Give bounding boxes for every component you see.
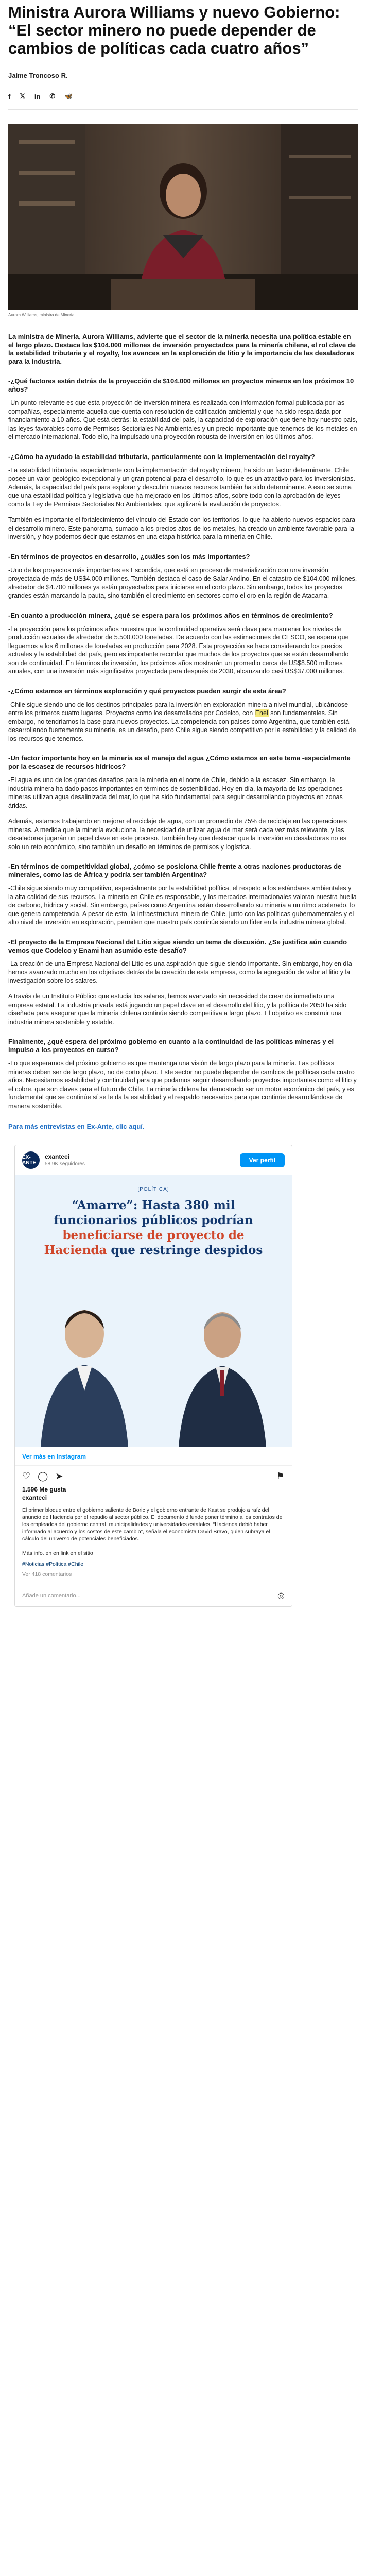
share-bar: [8, 92, 358, 101]
view-comments-link[interactable]: Ver 418 comentarios: [22, 1571, 72, 1578]
article-author[interactable]: Jaime Troncoso R.: [8, 72, 68, 79]
divider: [8, 109, 358, 110]
question: -¿Cómo estamos en términos exploración y qué proyectos pueden surgir de esta área?: [8, 687, 286, 695]
highlighted-term: Enel: [255, 709, 268, 717]
answer-paragraph: -La estabilidad tributaria, especialmente con la implementación del royalty minero, ha sido un factor determinante. Chile posee un valor geológico excepcional y un gran potencial para el desarrollo, lo que es un atractivo para los inversionistas. Además, la capacidad del país para explorar y descubrir nuevos recursos también ha sido determinante. A esto se suma que una estabilidad política y legislativa que ha mejorado en los últimos años, sobre todo con la aprobación de leyes como la Ley de Permisos Sectoriales No Ambientales, que agilizará la evaluación de proyectos.: [8, 466, 356, 508]
person-right-illustration: [173, 1287, 271, 1447]
caption-username[interactable]: exanteci: [22, 1494, 47, 1501]
post-hashtags[interactable]: #Noticias #Política #Chile: [22, 1561, 84, 1567]
answer-text: son fundamentales. Sin embargo, no tendríamos la base para nuevos proyectos. La competencia con países como Argentina, que también está desarrollando fuertemente su minería, es un desafío, pero Chile sigue siendo competitivo por la estabilidad y la calidad de los recursos que tenemos.: [8, 709, 356, 742]
answer-paragraph: -La proyección para los próximos años muestra que la continuidad operativa será clave para mantener los niveles de producción actuales de alrededor de 5.500.000 toneladas. De acuerdo con las estimaciones de CESCO, se espera que lleguemos a los 6 millones de toneladas en producción para 2028. Esta proyección se hace considerando los precios actuales y la estabilidad del país, pero es importante recordar que muchos de los proyectos que se están desarrollando son de continuidad. En términos de inversión, los próximos años mostrarán un promedio cerca de US$8.500 millones anuales, con una inversión más significativa proyectada para después de 2030, alcanzando casi US$37.000 millones.: [8, 625, 349, 675]
instagram-followers: 58,9K seguidores: [45, 1161, 85, 1167]
question: -En cuanto a producción minera, ¿qué se espera para los próximos años en términos de crecimiento?: [8, 611, 333, 619]
post-headline: [36, 1198, 271, 1258]
comment-box: [15, 1584, 292, 1606]
question: -Un factor importante hoy en la minería es el manejo del agua ¿Cómo estamos en este tema -especialmente por la escasez de recursos hídricos?: [8, 754, 351, 770]
instagram-logo-icon[interactable]: ◎: [277, 1591, 285, 1600]
question: -El proyecto de la Empresa Nacional del Litio sigue siendo un tema de discusión. ¿Se justifica aún cuando vemos que Codelco y Enami han asumido este desafío?: [8, 938, 347, 954]
answer-paragraph: -La creación de una Empresa Nacional del Litio es una aspiración que sigue siendo importante. Sin embargo, hoy en día hemos avanzado mucho en los objetivos detrás de la creación de esta empresa, como la agregación de valor al litio y la investigación sobre los salares.: [8, 960, 352, 985]
bluesky-icon[interactable]: 🦋: [64, 92, 73, 100]
comment-icon[interactable]: ◯: [38, 1471, 48, 1481]
answer-paragraph: -Lo que esperamos del próximo gobierno es que mantenga una visión de largo plazo para la minería. Las políticas mineras deben ser de largo plazo, no de corto plazo. Este sector no puede depender de cambios de políticas cada cuatro años. Necesitamos estabilidad y continuidad para que podamos seguir desarrollando proyectos importantes como el litio y el cobre, que son claves para el futuro de Chile. La minería chilena ha demostrado ser un motor económico del país, y es fundamental que se continúe sí se le da la estabilidad y el respaldo necesarios para que continúe desarrollándose de manera sostenible.: [8, 1060, 357, 1110]
linkedin-icon[interactable]: in: [34, 92, 41, 100]
whatsapp-icon[interactable]: ✆: [49, 92, 56, 100]
article-title: Ministra Aurora Williams y nuevo Gobierno: “El sector minero no puede depender de cambios de políticas cada cuatro años”: [8, 3, 340, 57]
answer-paragraph: También es importante el fortalecimiento del vínculo del Estado con los territorios, lo que ha abierto nuevos espacios para el desarrollo minero. Este panorama, sumado a los precios altos de los metales, ha creado un ambiente favorable para la inversión, y hoy podemos decir que estamos en una etapa histórica para la minería en Chile.: [8, 516, 355, 540]
answer-paragraph: Además, estamos trabajando en mejorar el reciclaje de agua, con un promedio de 75% de reciclaje en las operaciones mineras. A medida que la minería evoluciona, la necesidad de utilizar agua de mar será cada vez más relevante, y las desaladoras jugarán un papel clave en este proceso. También hay que destacar que la inversión en desaladoras no es solo un reto económico, sino también un desafío en términos de permisos y logística.: [8, 818, 347, 851]
instagram-embed: [14, 1145, 292, 1607]
facebook-icon[interactable]: f: [8, 92, 11, 100]
x-icon[interactable]: 𝕏: [20, 92, 25, 100]
question: -En términos de proyectos en desarrollo, ¿cuáles son los más importantes?: [8, 552, 250, 561]
instagram-actions: [15, 1466, 292, 1484]
answer-paragraph: -Uno de los proyectos más importantes es Escondida, que está en proceso de materialización con una inversión proyectada de más de US$4.000 millones. También destaca el caso de Salar Andino. En el catastro de $104.000 millones, alrededor de $4.700 millones ya están proyectados para iniciarse en el corto plazo. Sin embargo, todos los proyectos grandes están marcando la pauta, sino también el crecimiento en sectores como el oro en la región de Atacama.: [8, 566, 357, 599]
instagram-account-name[interactable]: exanteci: [45, 1153, 70, 1160]
post-section-tag: [POLÍTICA]: [137, 1187, 169, 1192]
heart-icon[interactable]: ♡: [22, 1471, 31, 1481]
question: -¿Cómo ha ayudado la estabilidad tributaria, particularmente con la implementación del royalty?: [8, 452, 315, 461]
article-photo: [8, 124, 358, 310]
question: -¿Qué factores están detrás de la proyección de $104.000 millones en proyectos mineros en los próximos 10 años?: [8, 377, 354, 393]
answer-paragraph: [8, 701, 358, 743]
post-headline-part: “Amarre”: Hasta 380 mil funcionarios públicos podrían: [54, 1198, 253, 1227]
view-more-on-instagram-link[interactable]: Ver más en Instagram: [15, 1447, 292, 1466]
person-left-illustration: [36, 1287, 133, 1447]
question: -En términos de competitividad global, ¿cómo se posiciona Chile frente a otras naciones productoras de minerales, como las de África y podría ser también Argentina?: [8, 862, 342, 878]
comment-input[interactable]: Añade un comentario...: [22, 1592, 81, 1599]
instagram-header: [15, 1145, 292, 1175]
answer-text: -Chile sigue siendo uno de los destinos principales para la inversión en exploración minera a nivel mundial, ubicándose entre los primeros cuatro lugares. Proyectos como los desarrollados por Codelco, con: [8, 701, 348, 717]
photo-caption: Aurora Williams, ministra de Minería.: [8, 313, 76, 317]
more-interviews-link[interactable]: Para más entrevistas en Ex-Ante, clic aquí.: [8, 1123, 145, 1130]
answer-paragraph: A través de un Instituto Público que estudia los salares, hemos avanzado sin necesidad de crear de inmediato una empresa estatal. La industria privada está jugando un papel clave en el desarrollo del litio, y la política de 2050 ha sido diseñada para asegurar que la minería chilena continúe siendo competitiva a largo plazo. El objetivo es construir una industria minera sostenible y estable.: [8, 993, 347, 1026]
post-headline-highlight: beneficiarse de proyecto de Hacienda: [44, 1228, 245, 1257]
instagram-account-block: [45, 1153, 85, 1167]
minister-photo-illustration: [8, 124, 358, 310]
article-lead: La ministra de Minería, Aurora Williams, advierte que el sector de la minería necesita una política estable en el largo plazo. Destaca los $104.000 millones de inversión proyectados para la minería chilena, el rol clave de la estabilidad tributaria y el royalty, los avances en la exploración de litio y la importancia de las desaladoras para la industria.: [8, 333, 356, 365]
answer-paragraph: -Un punto relevante es que esta proyección de inversión minera es realizada con información formal publicada por las compañías, especialmente aquella que cuenta con resolución de calificación ambiental y que ha sido respaldada por financiamiento a 10 años. Qué está detrás: la estabilidad del país, la capacidad de exploración que tiene hoy nuestro país, las leyes favorables como de Permisos Sectoriales No Ambientales y un precio importante que tenemos de los metales en el mercado internacional. Todo ello, ha impulsado una proyección robusta de inversión en los últimos años.: [8, 399, 358, 440]
question: Finalmente, ¿qué espera del próximo gobierno en cuanto a la continuidad de las políticas mineras y el impulso a los proyectos en curso?: [8, 1038, 334, 1054]
instagram-post-image[interactable]: [15, 1175, 292, 1447]
view-profile-button[interactable]: Ver perfil: [240, 1153, 285, 1167]
likes-count[interactable]: 1.596 Me gusta: [22, 1486, 66, 1493]
post-caption-more: Más info. en en link en el sitio: [22, 1550, 93, 1556]
send-icon[interactable]: ➤: [55, 1471, 63, 1481]
bookmark-icon[interactable]: ⚑: [276, 1471, 285, 1481]
avatar[interactable]: EX-ANTE: [22, 1151, 40, 1169]
post-caption: [15, 1501, 292, 1557]
qa-list: [8, 377, 358, 1110]
answer-paragraph: -Chile sigue siendo muy competitivo, especialmente por la estabilidad política, el respeto a los estándares ambientales y la alta calidad de sus recursos. La minería en Chile es responsable, y los mercados internacionales valoran nuestra huella de carbono, hídrica y social. Sin embargo, países como Argentina están desarrollando su minería a un ritmo acelerado, lo que genera competencia. A pesar de esto, la infraestructura minera de Chile, junto con las políticas gubernamentales y el alto nivel de inversión en exploración, permiten que nuestro país continúe siendo un líder en la industria minera global.: [8, 885, 357, 926]
post-caption-text: El primer bloque entre el gobierno saliente de Boric y el gobierno entrante de Kast se produjo a raíz del anuncio de Hacienda por el repudio al sector público. El documento difunde poner término a los contratos de los empleados del gobierno central, municipalidades y universidades estatales. “Hacienda debió haber informado al acuerdo y los costos de este cambio”, señala el economista David Bravo, quien subraya el cálculo del universo de potenciales beneficiados.: [22, 1507, 283, 1542]
post-headline-part: que restringe despidos: [107, 1243, 263, 1257]
answer-paragraph: -El agua es uno de los grandes desafíos para la minería en el norte de Chile, debido a la escasez. Sin embargo, la industria minera ha dado pasos importantes en términos de sostenibilidad. Hoy en día, la mayoría de las operaciones mineras utilizan agua desalinizada del mar, lo que ha sido fundamental para seguir desarrollando proyectos en zonas áridas.: [8, 776, 343, 809]
